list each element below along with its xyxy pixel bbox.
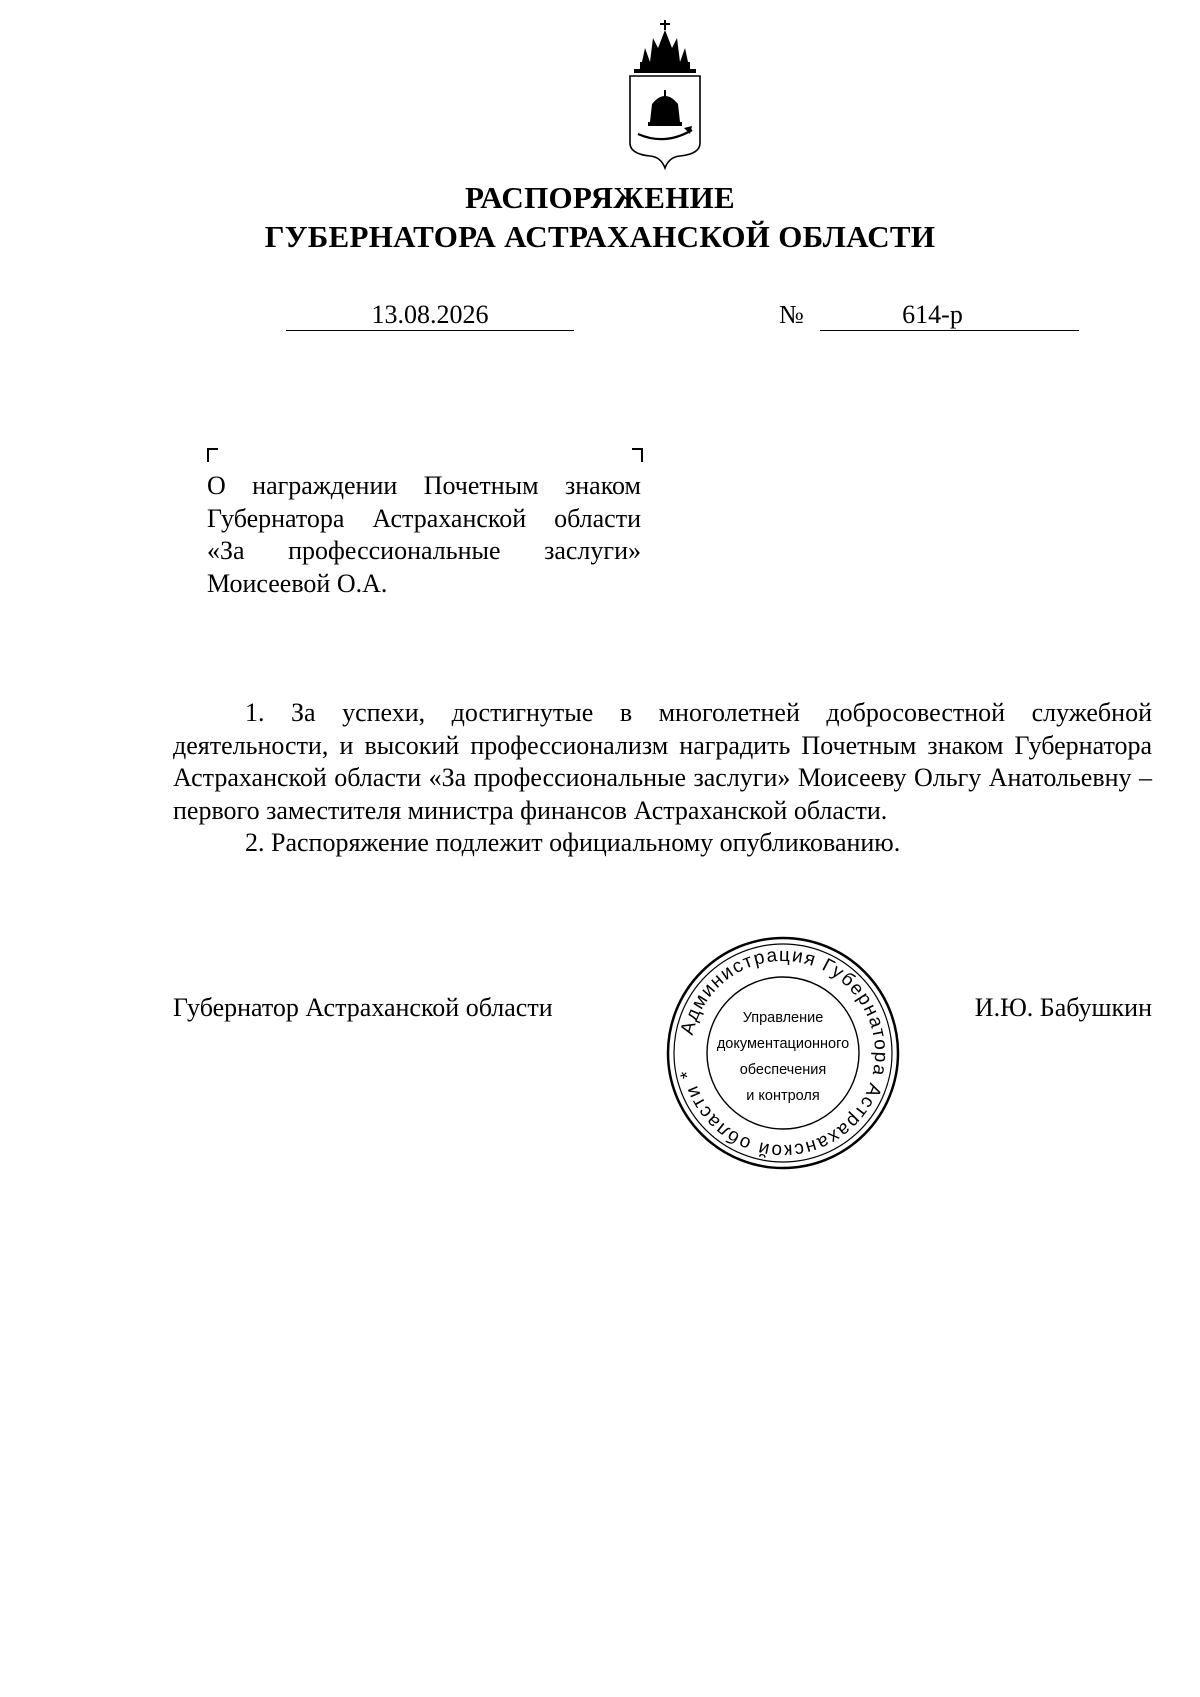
stamp-seal-icon xyxy=(665,935,901,1171)
stamp-ring-text: Администрация Губернатора Астраханской области * xyxy=(676,944,892,1162)
signatory-name: И.Ю. Бабушкин xyxy=(974,993,1152,1022)
body-paragraph: 2. Распоряжение подлежит официальному опубликованию. xyxy=(245,828,901,857)
number-sign: № xyxy=(779,300,804,329)
stamp-inner-line: документационного xyxy=(716,1036,850,1052)
subject-corner-right-mark xyxy=(632,448,643,462)
document-number: 614-р xyxy=(902,300,963,329)
subject-corner-left-mark xyxy=(207,448,218,462)
subject-line: «За профессиональные заслуги» xyxy=(207,536,641,565)
subject-line: Губернатора Астраханской области xyxy=(207,503,641,533)
stamp-inner-line: обеспечения xyxy=(739,1062,827,1078)
stamp-inner-line: Управление xyxy=(742,1010,824,1026)
document-date: 13.08.2026 xyxy=(371,300,489,329)
coat-of-arms-icon xyxy=(620,18,710,174)
document-issuer: ГУБЕРНАТОРА АСТРАХАНСКОЙ ОБЛАСТИ xyxy=(264,219,936,254)
stamp-inner-line: и контроля xyxy=(746,1088,820,1104)
document-body xyxy=(173,697,1152,860)
subject-line: О награждении Почетным знаком xyxy=(207,471,641,500)
body-paragraph: 1. За успехи, достигнутые в многолетней добросовестной служебной деятельности, и высокий профессионализм наградить Почетным знаком Губернатора Астраханской области «За профессиональные заслуги» Моисееву Ольгу Анатольевну – первого заместителя министра финансов Астраханской области. xyxy=(173,698,1152,825)
document-subject xyxy=(207,470,641,600)
official-stamp xyxy=(665,935,901,1171)
signatory-position: Губернатор Астраханской области xyxy=(173,993,553,1022)
document-title: РАСПОРЯЖЕНИЕ xyxy=(464,180,736,215)
subject-line: Моисеевой О.А. xyxy=(207,568,388,598)
